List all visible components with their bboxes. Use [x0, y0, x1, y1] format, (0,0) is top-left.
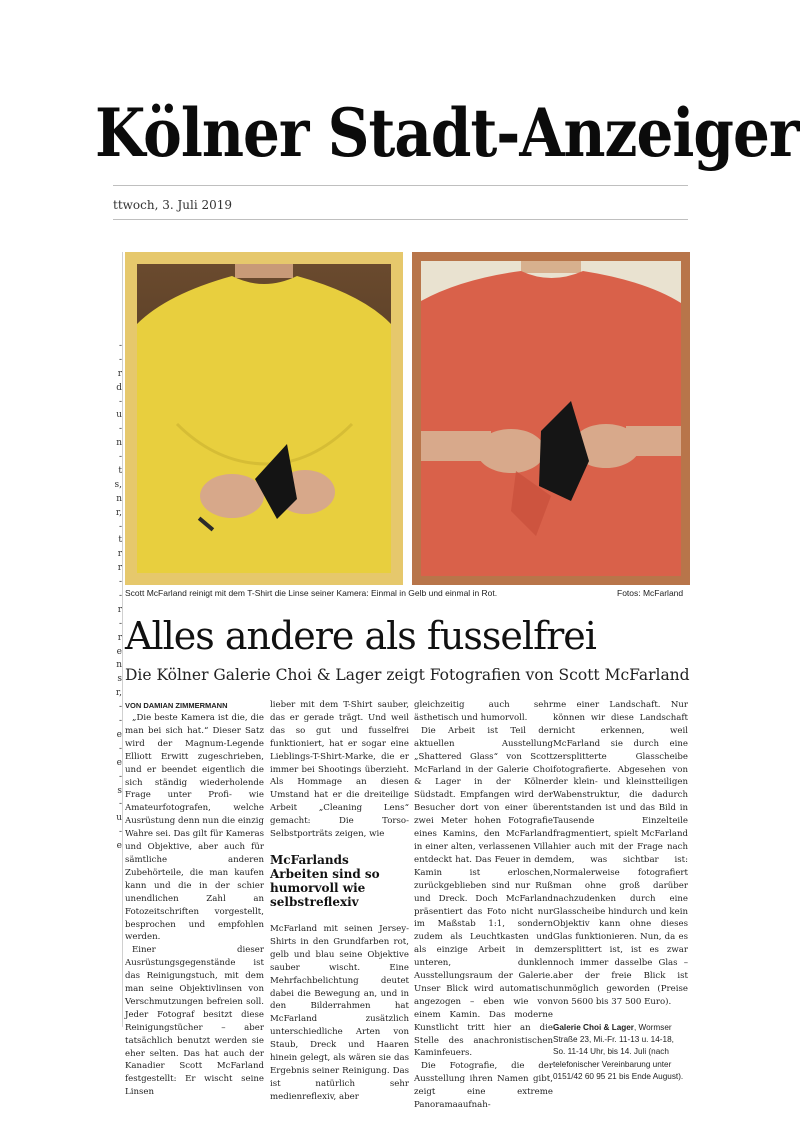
- margin-char: r: [117, 604, 122, 615]
- margin-char: n: [116, 660, 122, 671]
- article-column-4: [553, 699, 688, 1084]
- margin-char: e: [116, 841, 122, 852]
- margin-char: n: [116, 438, 122, 449]
- margin-char: s: [117, 674, 122, 685]
- margin-char: -: [118, 341, 122, 351]
- col3-paragraph-1: gleichzeitig auch sehr ästhetisch und humorvoll.: [414, 700, 553, 723]
- masthead-title: Kölner Stadt-Anzeiger: [95, 93, 799, 173]
- gallery-info: [553, 1022, 688, 1084]
- margin-char: s: [117, 785, 122, 796]
- margin-char: u: [116, 813, 122, 824]
- article-column-3: [414, 699, 553, 1112]
- margin-char: -: [118, 521, 122, 532]
- photo-credit: Fotos: McFarland: [617, 588, 684, 598]
- margin-char: -: [118, 424, 122, 435]
- margin-char: r: [117, 563, 122, 574]
- col3-paragraph-3: Die Fotografie, die der Ausstellung ihren Namen gibt, zeigt eine extreme Panoramaaufnah-: [414, 1061, 553, 1111]
- photo-yellow-image: [137, 264, 391, 573]
- col1-paragraph-1: „Die beste Kamera ist die, die man bei sich hat.“ Dieser Satz wird der Magnum-Legende Elliott Erwitt zugeschrieben, und er beendet eigentlich die sich ständig wiederholende Frage unter Profi- wie Amateurfotografen, welche Ausrüstung denn nun die einzig Wahre sei. Das gilt für Kameras und Objektive, aber auch für sämtliche anderen Zubehörteile, die man kaufen kann und die in der schier unendlichen Zahl an Fotozeitschriften vorgestellt, besprochen und empfohlen werden.: [125, 713, 264, 943]
- margin-char: -: [118, 577, 122, 588]
- margin-char: -: [118, 452, 122, 463]
- margin-char: -: [118, 716, 122, 727]
- margin-char: t: [118, 466, 122, 477]
- photo-red-shirt: [412, 252, 690, 585]
- margin-char: n: [116, 493, 122, 504]
- column-divider: [122, 252, 123, 1027]
- margin-char: u: [116, 410, 122, 421]
- photo-yellow-shirt: [125, 252, 403, 585]
- margin-char: -: [118, 591, 122, 602]
- margin-char: -: [118, 743, 122, 754]
- margin-char: d: [116, 382, 122, 393]
- margin-char: r,: [115, 507, 122, 518]
- gallery-name: Galerie Choi & Lager: [553, 1022, 634, 1032]
- margin-char: r: [117, 368, 122, 379]
- col4-paragraph: me einer Landschaft. Nur können wir diese Landschaft nicht erkennen, weil McFarland sie durch eine zersplitterte Glasscheibe fotografierte. Abgesehen von der klein- und kleinstteiligen Wabenstruktur, die dadurch entstanden ist und das Bild in Tausende Einzelteile fragmentiert, spielt McFarland hier auch mit der Frage nach dem, was sichtbar ist: Normalerweise fotografiert man ohne groß darüber nachzudenken durch eine Glasscheibe hindurch und kein Objektiv kann ohne dieses Glas funktionieren. Nun, da es zersplittert ist, ist es zwar noch immer dasselbe Glas – aber der freie Blick ist unmöglich geworden (Preise von 5600 bis 37 500 Euro).: [553, 700, 688, 1007]
- margin-char: -: [118, 771, 122, 782]
- photo-caption: Scott McFarland reinigt mit dem T-Shirt die Linse seiner Kamera: Einmal in Gelb und einmal in Rot.: [125, 588, 498, 598]
- col1-paragraph-2: Einer dieser Ausrüstungsgegenstände ist das Reinigungstuch, mit dem man seine Objektivlinsen von Verschmutzungen befreien soll. Jeder Fotograf besitzt diese Reinigungstücher – aber tatsächlich benutzt werden sie eher selten. Das hat auch der Kanadier Scott McFarland festgestellt: Er wischt seine Linsen: [125, 945, 264, 1098]
- gallery-details: , Wormser Straße 23, Mi.-Fr. 11-13 u. 14-18, So. 11-14 Uhr, bis 14. Juli (nach telefonischer Vereinbarung unter 0151/42 60 95 21 bis Ende August).: [553, 1022, 684, 1082]
- margin-char: -: [118, 702, 122, 713]
- date-rule: [113, 219, 688, 220]
- article-headline: Alles andere als fusselfrei: [125, 614, 596, 658]
- margin-char: r: [117, 549, 122, 560]
- article-subheadline: Die Kölner Galerie Choi & Lager zeigt Fotografien von Scott McFarland: [125, 666, 690, 684]
- margin-char: r,: [115, 688, 122, 699]
- col2-subheading: McFarlands Arbeiten sind so humorvoll wie selbstreflexiv: [270, 852, 380, 909]
- margin-char: -: [118, 799, 122, 810]
- margin-char: e: [116, 729, 122, 740]
- margin-char: -: [118, 827, 122, 838]
- dateline: ttwoch, 3. Juli 2019: [113, 198, 233, 212]
- article-byline: VON DAMIAN ZIMMERMANN: [125, 701, 228, 710]
- margin-char: t: [118, 535, 122, 546]
- col2-paragraph-1: lieber mit dem T-Shirt sauber, das er gerade trägt. Und weil das so gut und fusselfrei funktioniert, hat er sogar eine Lieblings-T-Shirt-Marke, die er immer bei Shootings überzieht. Als Hommage an diesen Umstand hat er die dreiteilige Arbeit „Cleaning Lens“ gemacht: Die Torso-Selbstporträts zeigen, wie: [270, 700, 409, 840]
- article-column-1: [125, 712, 264, 1099]
- adjacent-column-fragment: [112, 340, 122, 854]
- margin-char: r: [117, 632, 122, 643]
- col3-paragraph-2: Die Arbeit ist Teil der aktuellen Ausstellung „Shattered Glass“ von Scott McFarland in der Galerie Choi & Lager in der Kölner Südstadt. Empfangen wird der Besucher dort von einer über zwei Meter hohen Fotografie eines Kamins, den McFarland in einer alten, verlassenen Villa entdeckt hat. Das Feuer in dem Kamin ist erloschen, zurückgeblieben sind nur Ruß und Dreck. Doch McFarland präsentiert das Foto nicht nur im Maßstab 1:1, sondern zudem als Leuchtkasten und als einzige Arbeit in dem unteren, dunklen Ausstellungsraum der Galerie. Unser Blick wird automatisch angezogen – eben wie von einem Kamin. Das moderne Kunstlicht tritt hier an die Stelle des anachronistischen Kaminfeuers.: [414, 725, 553, 1059]
- top-rule: [113, 185, 688, 186]
- col2-paragraph-2: McFarland mit seinen Jersey-Shirts in den Grundfarben rot, gelb und blau seine Objektive sauber wischt. Eine Mehrfachbelichtung deutet dabei die Bewegung an, und in den Bilderrahmen hat McFarland zusätzlich unterschiedliche Arten von Staub, Dreck und Haaren hinein gelegt, als wären sie das Ergebnis seiner Reinigung. Das ist natürlich sehr medienreflexiv, aber: [270, 923, 409, 1102]
- article-column-2: [270, 699, 409, 1104]
- margin-char: -: [118, 618, 122, 629]
- photo-red-image: [421, 261, 681, 576]
- margin-char: e: [116, 757, 122, 768]
- margin-char: e: [116, 646, 122, 657]
- margin-char: s,: [114, 479, 122, 490]
- margin-char: -: [118, 396, 122, 407]
- margin-char: -: [118, 354, 122, 365]
